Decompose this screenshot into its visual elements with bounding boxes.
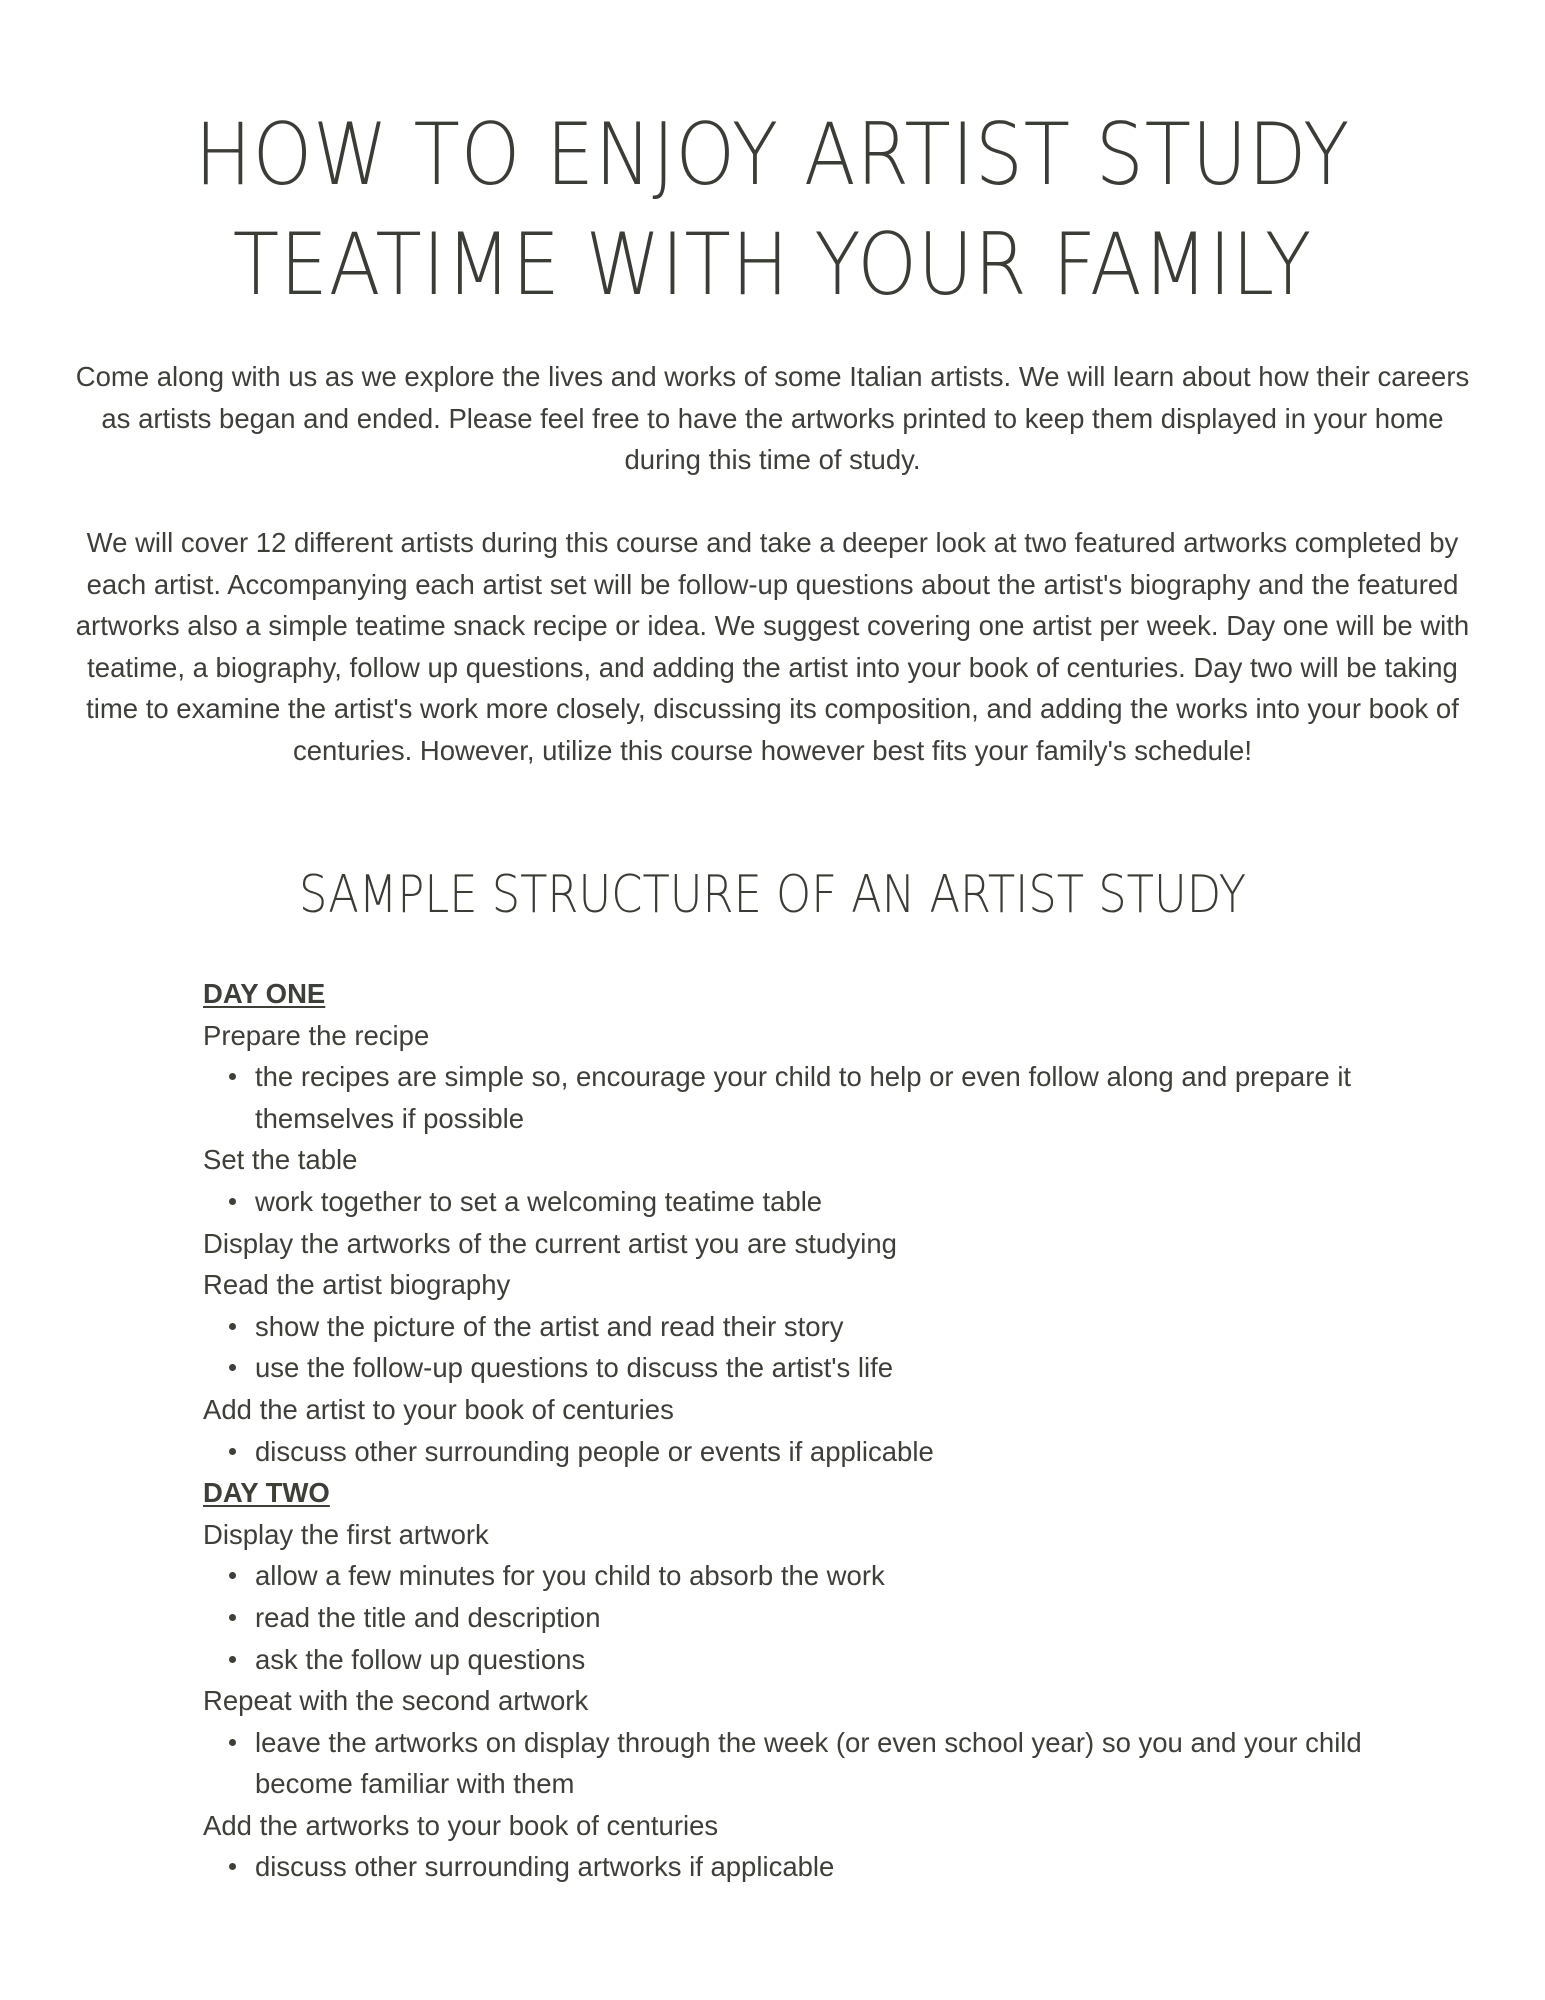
bullet-text: allow a few minutes for you child to absorb the work <box>255 1560 885 1592</box>
bullet-list <box>203 1306 1383 1389</box>
step-item: Add the artworks to your book of centuries <box>203 1809 719 1841</box>
bullet-text: work together to set a welcoming teatime table <box>255 1185 823 1217</box>
bullet-text: ask the follow up questions <box>255 1643 586 1675</box>
title-line-1: HOW TO ENJOY ARTIST STUDY <box>194 105 1351 205</box>
step-item: Repeat with the second artwork <box>203 1685 589 1717</box>
bullet-dot-icon <box>229 1448 236 1455</box>
step-item: Display the artworks of the current artist you are studying <box>203 1227 897 1259</box>
bullet-item <box>255 1597 1383 1639</box>
step-item: Display the first artwork <box>203 1518 489 1550</box>
bullet-dot-icon <box>229 1364 236 1371</box>
bullet-text: the recipes are simple so, encourage your child to help or even follow along and prepare it themselves if possible <box>255 1061 1352 1134</box>
bullet-item <box>255 1639 1383 1681</box>
bullet-item <box>255 1846 1383 1888</box>
bullet-text: discuss other surrounding people or events if applicable <box>255 1435 934 1467</box>
day-one-heading: DAY ONE <box>203 978 326 1009</box>
bullet-dot-icon <box>229 1739 236 1746</box>
bullet-dot-icon <box>229 1614 236 1621</box>
structure-heading: SAMPLE STRUCTURE OF AN ARTIST STUDY <box>298 865 1247 925</box>
title-line-2: TEATIME WITH YOUR FAMILY <box>232 215 1313 315</box>
bullet-text: read the title and description <box>255 1601 601 1633</box>
bullet-list <box>203 1555 1383 1680</box>
bullet-dot-icon <box>229 1073 236 1080</box>
intro-paragraph-2: We will cover 12 different artists during this course and take a deeper look at two featured artworks completed by each artist. Accompanying each artist set will be follow-up questions about the artist's biography and the featured artworks also a simple teatime snack recipe or idea. We suggest covering one artist per week. Day one will be with teatime, a biography, follow up questions, and adding the artist into your book of centuries. Day two will be taking time to examine the artist's work more closely, discussing its composition, and adding the works into your book of centuries. However, utilize this course however best fits your family's schedule! <box>75 527 1470 766</box>
bullet-text: leave the artworks on display through the week (or even school year) so you and your child become familiar with them <box>255 1726 1362 1800</box>
bullet-text: use the follow-up questions to discuss the artist's life <box>255 1352 894 1384</box>
bullet-item <box>255 1722 1383 1805</box>
bullet-dot-icon <box>229 1323 236 1330</box>
bullet-list <box>203 1181 1383 1223</box>
bullet-list <box>203 1846 1383 1888</box>
bullet-list <box>203 1056 1383 1139</box>
bullet-dot-icon <box>229 1198 236 1205</box>
step-item: Prepare the recipe <box>203 1019 430 1051</box>
bullet-item <box>255 1181 1383 1223</box>
bullet-text: show the picture of the artist and read their story <box>255 1310 844 1342</box>
bullet-item <box>255 1431 1383 1473</box>
bullet-dot-icon <box>229 1863 236 1870</box>
bullet-list <box>203 1431 1383 1473</box>
intro-paragraph-1: Come along with us as we explore the lives and works of some Italian artists. We will learn about how their careers as artists began and ended. Please feel free to have the artworks printed to keep them displayed in your home during this time of study. <box>75 361 1470 475</box>
bullet-list <box>203 1722 1383 1805</box>
bullet-item <box>255 1347 1383 1389</box>
structure-list <box>203 973 1383 1888</box>
page-title <box>93 100 1453 320</box>
day-two-heading: DAY TWO <box>203 1477 330 1509</box>
bullet-dot-icon <box>229 1656 236 1663</box>
bullet-item <box>255 1056 1383 1139</box>
day-two-steps <box>203 1514 1383 1888</box>
bullet-item <box>255 1306 1383 1348</box>
step-item: Read the artist biography <box>203 1269 511 1301</box>
bullet-text: discuss other surrounding artworks if applicable <box>255 1851 835 1883</box>
bullet-dot-icon <box>229 1572 236 1579</box>
bullet-item <box>255 1555 1383 1597</box>
step-item: Add the artist to your book of centuries <box>203 1393 674 1425</box>
step-item: Set the table <box>203 1144 358 1176</box>
day-one-steps <box>203 1015 1383 1473</box>
